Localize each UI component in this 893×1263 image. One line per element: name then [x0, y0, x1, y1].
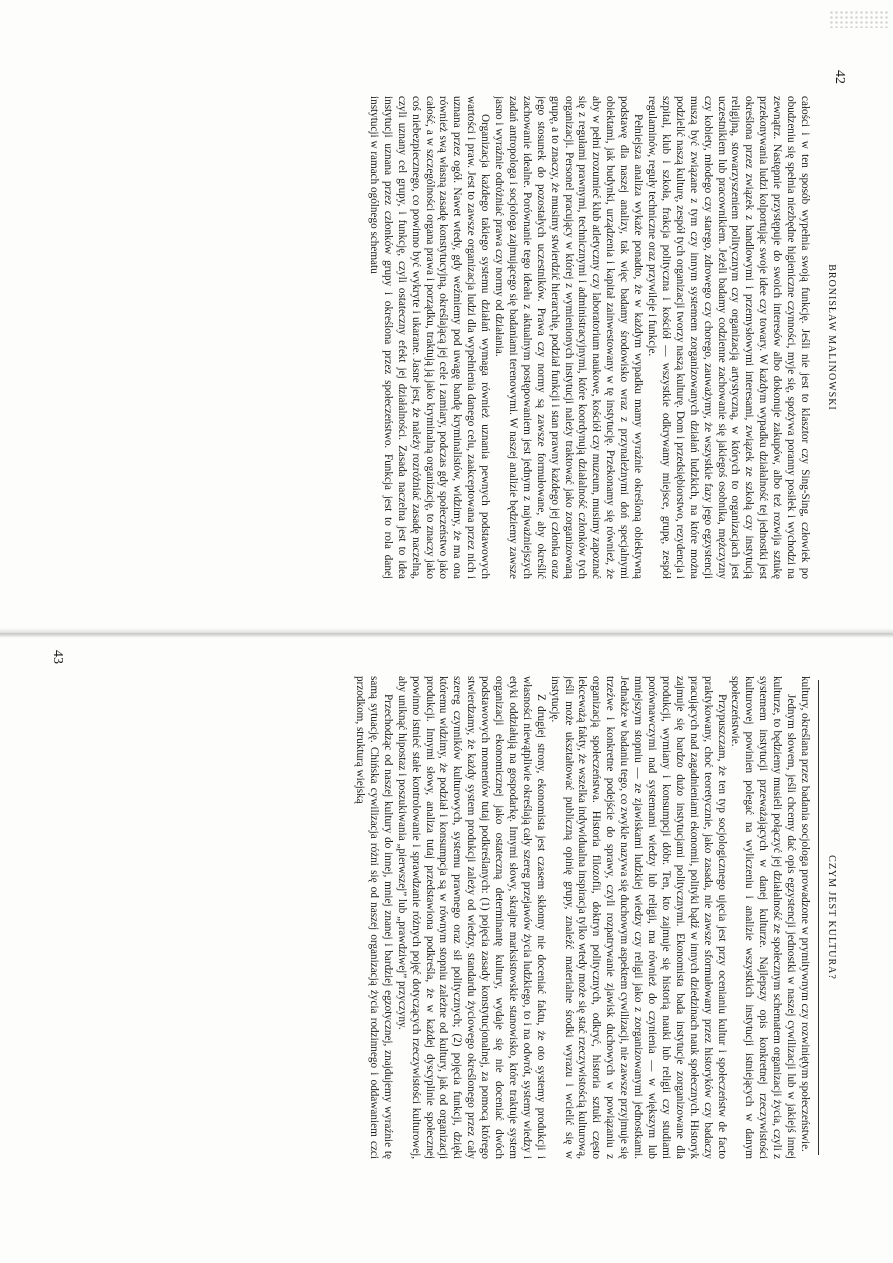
- page-42: [55, 70, 855, 605]
- paragraph: kultury, określana przez badania socjologa prowadzone w prymitywnym czy rozwiniętym społeczeństwie.: [799, 676, 811, 1152]
- paragraph: Z drugiej strony, ekonomista jest czasem skłonny nie doceniać faktu, że oto systemy produkcji i własności niewątpliwie określają cały szereg przejawów życia ludzkiego, to i na odwrót, systemy wiedzy i etyki oddziałują na gospodarkę. Innymi słowy, skrajne marksistowskie stanowisko, które traktuje system organizacji ekonomicznej jako ostateczną determinantę kultury, wydaje się nie doceniać dwóch podstawowych momentów tutaj podkreślanych: (1) pojęcia zasady konstytucjonalnej, za pomocą którego stwierdzamy, że każdy system produkcji zależy od wiedzy, standardu życiowego określonego przez cały szereg czynników kulturowych, systemu prawnego oraz sił politycznych; (2) pojęcia funkcji, dzięki któremu widzimy, że podział i konsumpcja są w równym stopniu zależne od kultury, jak od organizacji produkcji. Innymi słowy, analiza tutaj przedstawiona podkreśla, że w każdej dyscyplinie społecznej powinno istnieć stałe kontrolowanie i sprawdzanie różnych pojęć dotyczących rzeczywistości kulturowej, aby uniknąć hipostaz i poszukiwania „pierwszej” lub „prawdziwej” przyczyny.: [395, 676, 547, 1159]
- page-number: 42: [832, 70, 847, 84]
- page-number: 43: [50, 650, 65, 664]
- page-42-rotated: [55, 70, 855, 605]
- paragraph: całości i w ten sposób wypełnia swoją funkcję. Jeśli nie jest to klasztor czy Sing-Sing, człowiek po obudzeniu się spełnia niezbędne higieniczne czynności, myje się, spożywa poranny posiłek i wychodzi na zewnątrz. Następnie przystępuje do swoich interesów albo dokonuje zakupów, albo też rozwija sztukę przekonywania ludzi kolportując swoje idee czy towary. W każdym wypadku działalność tej jednostki jest określona przez związek z handlowymi i przemysłowymi interesami, związek ze szkołą czy instytucją religijną, stowarzyszeniem politycznym czy organizacją artystyczną, w których to organizacjach jest uczestnikiem lub pracownikiem. Jeżeli badamy codzienne zachowanie się jakiegoś osobnika, mężczyzny czy kobiety, młodego czy starego, zdrowego czy chorego, zauważymy, że wszystkie fazy jego egzystencji muszą być związane z tym czy innym systemem zorganizowanych działań ludzkich, na które można podzielić naszą kulturę, zespół tych organizacji tworzy naszą kulturę. Dom i przedsiębiorstwo, rezydencja i szpital, klub i szkoła, frakcja polityczna i kościół — wszystkie odkrywamy miejsce, grupę, zespół regulaminów, reguły techniczne oraz przywileje i funkcje.: [646, 96, 811, 579]
- book-gutter-shadow: [0, 628, 893, 638]
- paragraph: Organizacja każdego takiego systemu działań wymaga również uznania pewnych podstawowych wartości i praw. Jest to zawsze organizacja ludzi dla wypełnienia danego celu, zaakceptowana przez nich i uznana przez ogół. Nawet wtedy, gdy weźmiemy pod uwagę bandę kryminalistów, widzimy, że ma ona również swą własną zasadę konstytucyjną, określającą jej cele i zamiary, podczas gdy społeczeństwo jako całość, a w szczególności organa prawa i porządku, traktują ją jako kryminalną organizację, to znaczy jako coś niebezpiecznego, co powinno być wykryte i ukarane. Jasne jest, że należy rozróżniać zasadę naczelną, czyli uznany cel grupy, i funkcję, czyli ostateczny efekt jej działalności. Zasada naczelna jest to idea instytucji uznana przez członków grupy i określona przez społeczeństwo. Funkcja jest to rola danej instytucji w ramach ogólnego schematu: [367, 96, 492, 579]
- paragraph: Jednym słowem, jeśli chcemy dać opis egzystencji jednostki w naszej cywilizacji lub w jakiejś innej kulturze, to będziemy musieli połączyć jej działalność ze społecznym schematem organizacji życia, czyli z systemem instytucji przeważających w danej kulturze. Najlepszy opis konkretnej rzeczywistości kulturowej powinien polegać na wyliczeniu i analizie wszystkich instytucji istniejących w danym społeczeństwie.: [729, 676, 798, 1159]
- page-body: [55, 676, 811, 1159]
- paragraph: Przechodząc od naszej kultury do innej, mniej znanej i bardziej egzotycznej, znajdujemy wyraźnie tę samą sytuację. Chińska cywilizacja różni się od naszej organizacją życia rodzinnego i oddawaniem czci przodkom, strukturą wiejską: [354, 676, 394, 1159]
- page-body: [55, 96, 811, 579]
- running-header: BRONISŁAW MALINOWSKI: [826, 264, 837, 411]
- header-rule: [818, 680, 819, 1155]
- paragraph: Przypuszczam, że ten typ socjologicznego ujęcia jest przy ocenianiu kultur i społeczeństw de facto praktykowany, choć teoretycznie, jako zasada, nie zawsze sformułowany przez historyków czy badaczy pracujących nad zagadnieniami ekonomii, polityki bądź w innych dziedzinach nauk społecznych. Historyk zajmuje się bardzo dużo instytucjami politycznymi. Ekonomista bada instytucje zorganizowane dla produkcji, wymiany i konsumpcji dóbr. Ten, kto zajmuje się historią nauki lub religii czy studiami porównawczymi nad systemami wiedzy lub religii, ma również do czynienia — w większym lub mniejszym stopniu — ze zjawiskami ludzkiej wiedzy czy religii jako z zorganizowanymi jednostkami. Jednakże w badaniu tego, co zwykle nazywa się duchowym aspektem cywilizacji, nie zawsze przyjmuje się trzeźwe i konkretne podejście do sprawy, czyli rozpatrywanie zjawisk duchowych w powiązaniu z organizacją społeczeństwa. Historia filozofii, doktryn politycznych, odkryć, historia sztuki często lekceważą fakty, że wszelka indywidualna inspiracja tylko wtedy może się stać rzeczywistością kulturową, jeśli może ukształtować publiczną opinię grupy, znaleźć materialne środki wyrazu i wcielić się w instytucję.: [548, 676, 728, 1159]
- paragraph: Pełniejsza analiza wykaże ponadto, że w każdym wypadku mamy wyraźnie określoną obiektywną podstawę dla naszej analizy, tak więc badamy środowisko wraz z przynależnymi doń specjalnymi obiektami, jak budynki, urządzenia i kapitał zainwestowany w tę instytucję. Przekonamy się również, że aby w pełni zrozumieć klub atletyczny czy laboratorium naukowe, kościół czy muzeum, musimy zapoznać się z regułami prawnymi, technicznymi i administracyjnymi, które koordynują działalność członków tych organizacji. Personel pracujący w której z wymienionych instytucji należy traktować jako zorganizowaną grupę, a to znaczy, że musimy stwierdzić hierarchię, podział funkcji i stan prawny każdego jej członka oraz jego stosunek do pozostałych uczestników. Prawa czy normy są zawsze formułowane, aby określić zachowanie idealne. Porównanie tego ideału z aktualnym postępowaniem jest jednym z najważniejszych zadań antropologa i socjologa zajmującego się badaniami terenowymi. W naszej analizie będziemy zawsze jasno i wyraźnie odróżniać prawa czy normy od działania.: [493, 96, 645, 579]
- page-43: [50, 650, 855, 1185]
- page-43-rotated: [50, 650, 855, 1185]
- scan-speckle: [829, 10, 889, 28]
- running-header: CZYM JEST KULTURA?: [826, 855, 837, 980]
